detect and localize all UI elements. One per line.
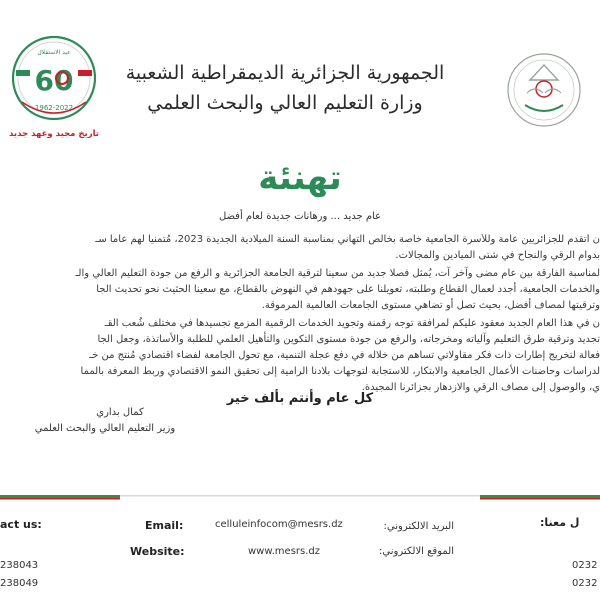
website-label: Website: bbox=[130, 545, 185, 558]
page-subtitle: عام جديد ... ورهانات جديدة لعام أفضل bbox=[218, 211, 382, 222]
contact-phone-1: 238043 bbox=[0, 560, 39, 571]
website-label-ar: الموقع الالكتروني: bbox=[379, 546, 454, 557]
header-ministry: وزارة التعليم العالي والبحث العلمي bbox=[147, 92, 423, 114]
closing-greeting: كل عام وأنتم بألف خير bbox=[226, 391, 374, 406]
email-label: Email: bbox=[145, 519, 184, 532]
body-line: ي، والوصول إلى مصاف الرقي والازدهار بجزائرنا المجيدة. bbox=[361, 382, 600, 393]
header-republic: الجمهورية الجزائرية الديمقراطية الشعبية bbox=[125, 62, 445, 84]
body-line: لمناسبة الفارقة بين عام مضى وآخر آت، يُمثل فصلا جديد من سعينا لترقية الجامعة الجزائرية و الرفع من جودة التعليم العالي والـ bbox=[75, 268, 600, 279]
signature-name: كمال بداري bbox=[96, 407, 144, 418]
email-link[interactable]: celluleinfocom@mesrs.dz bbox=[215, 519, 343, 530]
contact-label-ar: ل معنا: bbox=[540, 516, 580, 529]
contact-phone-2: 238049 bbox=[0, 578, 39, 589]
logo-years: 1962-2022 bbox=[34, 104, 74, 112]
contact-phone-ar-2: 0232 bbox=[572, 578, 598, 589]
independence-anniversary-logo bbox=[8, 32, 100, 150]
logo-caption: تاريخ مجيد وعهد جديد bbox=[9, 129, 99, 139]
body-line: والخدمات الجامعية، أجدد لعمال القطاع وطلبته، تعويلنا على جهودهم في النهوض بالقطاع، مع سعينا الحثيث نحو تحديث الجا bbox=[96, 284, 600, 295]
website-link[interactable]: www.mesrs.dz bbox=[248, 546, 320, 557]
body-line: ن في هذا العام الجديد معقود عليكم لمرافقة توجه رقمنة وتجويد الخدمات الرقمية المزمع تجسيدها في مختلف شُعب القـ bbox=[104, 318, 600, 329]
letter-body bbox=[0, 234, 600, 394]
contact-label: act us: bbox=[0, 518, 42, 531]
body-line: لدراسات وحاضنات الأعمال الجامعية والابتكار، للاستجابة لتوجهات بلادنا الرامية إلى تحقيق النمو الاقتصادي وربط المعرفة بالمما bbox=[80, 366, 600, 377]
email-label-ar: البريد الالكتروني: bbox=[383, 521, 454, 532]
body-line: تجديد وترقية طرق التعليم وآلياته ومخرجاته، والرفع من جودة مستوى التكوين والتأهيل العلمي للطلبة والأساتذة، وجعل الجا bbox=[97, 334, 600, 345]
body-line: ن أتقدم للجزائريين عامة وللأسرة الجامعية خاصة بخالص التهاني بمناسبة السنة الميلادية الجديدة 2023، مُتمنيا لهم عاما سـ bbox=[95, 234, 600, 245]
logo-top-text: عيد الاستقلال bbox=[37, 49, 71, 56]
contact-phone-ar-1: 0232 bbox=[572, 560, 598, 571]
body-line: بدوام الرقي والنجاح في شتى الميادين والمجالات. bbox=[395, 250, 600, 261]
footer-divider bbox=[0, 492, 600, 500]
page-title: تهنئة bbox=[258, 158, 342, 198]
signature-title: وزير التعليم العالي والبحث العلمي bbox=[34, 423, 176, 434]
body-line: وترقيتها لمصاف أفضل، بحيث تصل أو تضاهي مستوى الجامعات العالمية المرموقة. bbox=[261, 300, 600, 311]
logo-number: 60 bbox=[34, 64, 74, 97]
body-line: فعالة لتخريج إطارات ذات فكر مقاولاتي تساهم من خلاله في دفع عجلة التنمية، مع تحول الجامعة لفضاء اقتصادي مُنتج من خـ bbox=[89, 350, 600, 361]
state-emblem bbox=[505, 45, 583, 135]
